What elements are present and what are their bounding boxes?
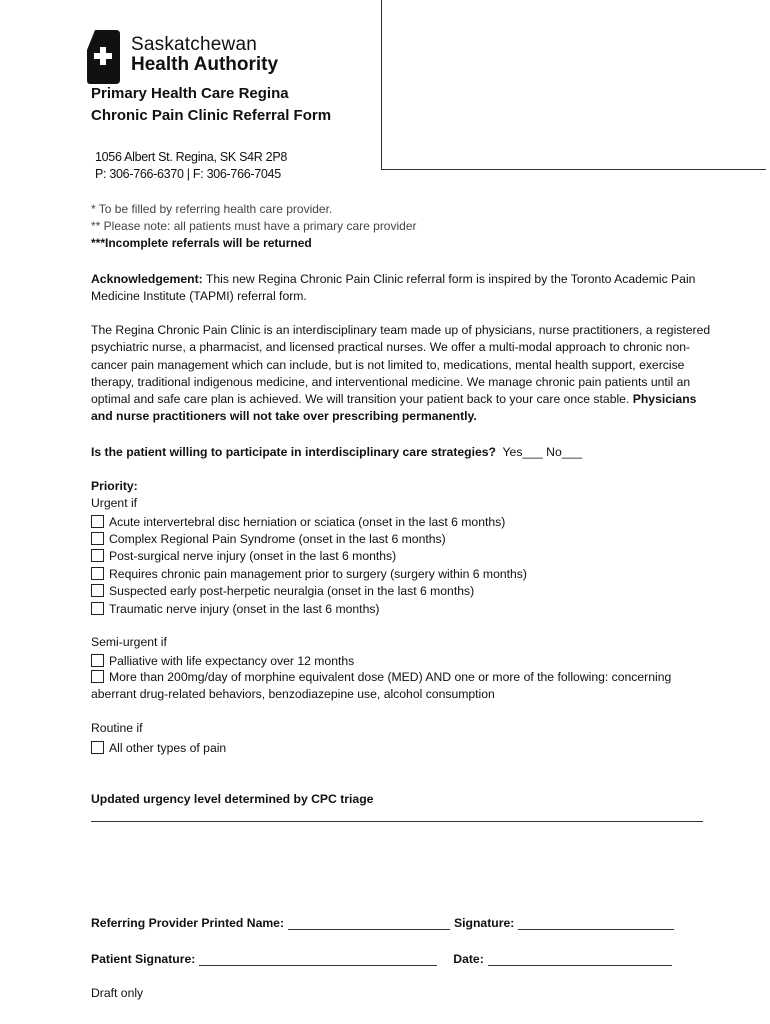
date-field[interactable] xyxy=(488,953,672,966)
logo-text-saskatchewan: Saskatchewan xyxy=(131,34,257,55)
routine-option-label: All other types of pain xyxy=(109,740,227,755)
note-incomplete-referrals: ***Incomplete referrals will be returned xyxy=(91,236,312,250)
urgent-option-row[interactable] xyxy=(91,547,396,564)
triage-urgency-field[interactable] xyxy=(91,821,703,822)
form-title-line2: Chronic Pain Clinic Referral Form xyxy=(91,107,332,124)
urgent-option-label: Traumatic nerve injury (onset in the last 6 months) xyxy=(109,601,380,616)
note-referring-provider: * To be filled by referring health care provider. xyxy=(91,202,333,216)
checkbox[interactable] xyxy=(91,602,104,615)
checkbox[interactable] xyxy=(91,584,104,597)
provider-name-row xyxy=(91,916,678,930)
note-primary-care: ** Please note: all patients must have a primary care provider xyxy=(91,219,417,233)
urgent-option-row[interactable] xyxy=(91,530,446,547)
routine-label: Routine if xyxy=(91,721,143,735)
checkbox[interactable] xyxy=(91,654,104,667)
date-label: Date: xyxy=(453,952,484,966)
urgent-option-label: Acute intervertebral disc herniation or sciatica (onset in the last 6 months) xyxy=(109,514,506,529)
clinic-description-paragraph xyxy=(91,322,711,426)
provider-name-label: Referring Provider Printed Name: xyxy=(91,916,285,930)
patient-signature-field[interactable] xyxy=(199,953,437,966)
checkbox[interactable] xyxy=(91,549,104,562)
health-authority-logo-icon xyxy=(86,30,122,84)
semi-urgent-option-row[interactable] xyxy=(91,669,711,704)
clinic-description-text: The Regina Chronic Pain Clinic is an interdisciplinary team made up of physicians, nurse practitioners, a registered psychiatric nurse, a pharmacist, and licensed practical nurses. We offer a multi-modal approach to chronic non-cancer pain management which can include, but is not limited to, medications, mental health support, exercise therapy, traditional indigenous medicine, and interventional medicine. We manage chronic pain patients until an optimal and safe care plan is achieved. We will transition your patient back to your care once stable. xyxy=(91,323,711,407)
acknowledgement-text: This new Regina Chronic Pain Clinic referral form is inspired by the Toronto Academic Pain Medicine Institute (TAPMI) referral form. xyxy=(91,272,696,304)
patient-signature-label: Patient Signature: xyxy=(91,952,196,966)
urgent-option-label: Post-surgical nerve injury (onset in the last 6 months) xyxy=(109,548,397,563)
checkbox[interactable] xyxy=(91,670,104,683)
urgent-option-label: Suspected early post-herpetic neuralgia (onset in the last 6 months) xyxy=(109,583,475,598)
semi-urgent-option-label: Palliative with life expectancy over 12 months xyxy=(109,653,355,668)
urgent-label: Urgent if xyxy=(91,496,138,510)
semi-urgent-option-row[interactable] xyxy=(91,652,354,669)
urgent-option-label: Complex Regional Pain Syndrome (onset in the last 6 months) xyxy=(109,531,446,546)
provider-signature-label: Signature: xyxy=(454,916,515,930)
logo-text-health-authority: Health Authority xyxy=(131,54,279,75)
urgent-option-label: Requires chronic pain management prior to surgery (surgery within 6 months) xyxy=(109,566,527,581)
semi-urgent-option-label: More than 200mg/day of morphine equivalent dose (MED) AND one or more of the following: concerning aberrant drug-related behaviors, benzodiazepine use, alcohol consumption xyxy=(91,670,672,702)
patient-signature-row xyxy=(91,952,676,966)
prescribing-notice: Physicians and nurse practitioners will not take over prescribing permanently. xyxy=(91,392,697,424)
triage-label: Updated urgency level determined by CPC triage xyxy=(91,792,374,806)
clinic-phone-fax: P: 306-766-6370 | F: 306-766-7045 xyxy=(95,167,281,181)
checkbox[interactable] xyxy=(91,532,104,545)
office-use-box xyxy=(381,0,766,170)
urgent-option-row[interactable] xyxy=(91,565,527,582)
provider-name-field[interactable] xyxy=(288,917,450,930)
semi-urgent-label: Semi-urgent if xyxy=(91,635,167,649)
acknowledgement-label: Acknowledgement: xyxy=(91,272,203,286)
checkbox[interactable] xyxy=(91,567,104,580)
clinic-address: 1056 Albert St. Regina, SK S4R 2P8 xyxy=(95,150,288,164)
provider-signature-field[interactable] xyxy=(518,917,674,930)
draft-notice: Draft only xyxy=(91,986,144,1000)
checkbox[interactable] xyxy=(91,741,104,754)
routine-option-row[interactable] xyxy=(91,739,226,756)
willing-question: Is the patient willing to participate in interdisciplinary care strategies? xyxy=(91,445,496,459)
urgent-option-row[interactable] xyxy=(91,600,380,617)
priority-label: Priority: xyxy=(91,479,138,493)
urgent-option-row[interactable] xyxy=(91,582,474,599)
form-title-line1: Primary Health Care Regina xyxy=(91,85,289,102)
checkbox[interactable] xyxy=(91,515,104,528)
willing-question-row xyxy=(91,445,582,459)
willing-yes-no-blanks[interactable]: Yes___ No___ xyxy=(496,445,583,459)
urgent-option-row[interactable] xyxy=(91,513,505,530)
acknowledgement-paragraph xyxy=(91,271,711,306)
